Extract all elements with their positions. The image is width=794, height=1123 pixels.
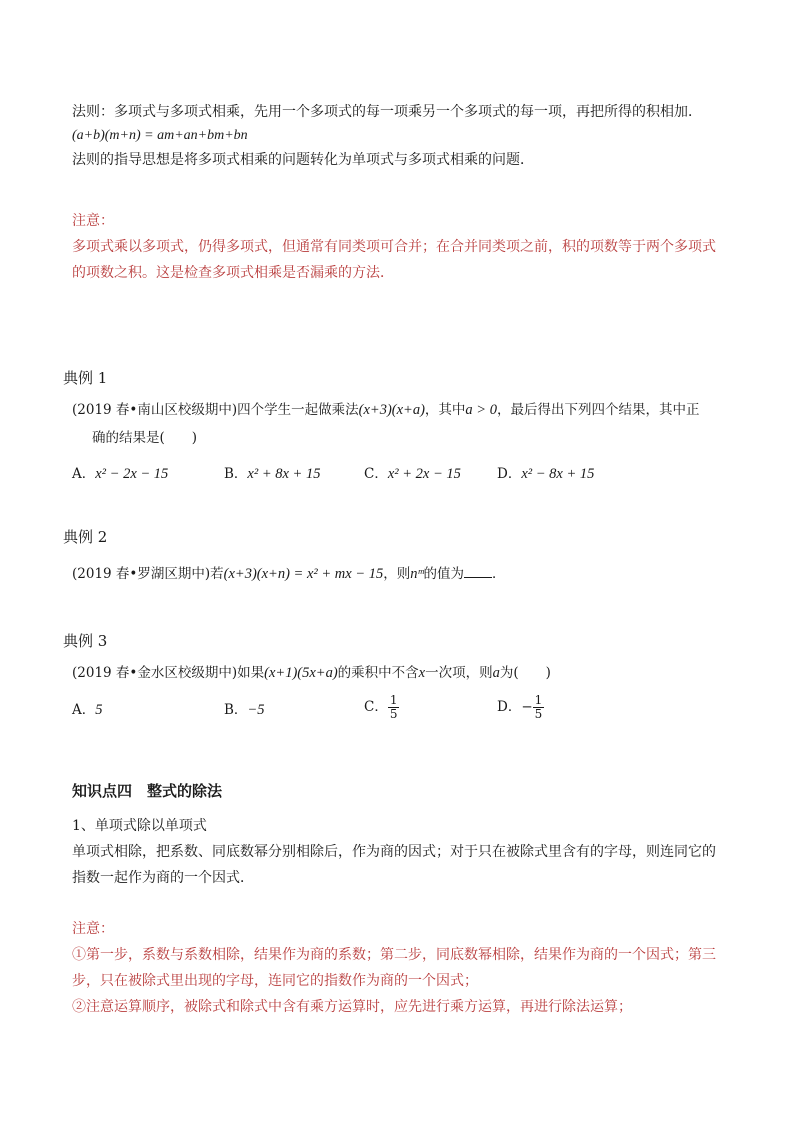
fraction: $\frac{1}{5}$ bbox=[534, 693, 543, 721]
example-2-power: nᵐ bbox=[410, 566, 424, 582]
example-3-title: 典例 3 bbox=[63, 632, 108, 650]
example-1-tail: ，最后得出下列四个结果，其中正 bbox=[496, 402, 700, 418]
example-1-source: (2019 春•南山区校级期中)四个学生一起做乘法 bbox=[72, 402, 359, 418]
example-1-expr: (x+3)(x+a) bbox=[358, 402, 425, 418]
option-d: D．x² − 8x + 15 bbox=[497, 466, 595, 482]
example-1-cond: a > 0 bbox=[465, 402, 497, 418]
fraction: $\frac{1}{5}$ bbox=[389, 693, 398, 721]
example-2-end: ． bbox=[492, 566, 506, 582]
example-2-mid: ，则 bbox=[383, 566, 411, 582]
example-3-options bbox=[72, 694, 712, 730]
example-1-options bbox=[72, 462, 712, 492]
example-1-mid: ，其中 bbox=[424, 402, 466, 418]
example-1-title: 典例 1 bbox=[63, 369, 108, 387]
note-item-2: ②注意运算顺序，被除式和除式中含有乘方运算时，应先进行乘方运算，再进行除法运算； bbox=[72, 999, 632, 1015]
note-text: 多项式乘以多项式，仍得多项式，但通常有同类项可合并；在合并同类项之前，积的项数等于两个多项式的项数之积。这是检查多项式相乘是否漏乘的方法． bbox=[72, 239, 716, 281]
example-2-tail: 的值为 bbox=[423, 566, 465, 582]
section-title: 知识点四 整式的除法 bbox=[72, 782, 223, 800]
rule-guideline: 法则的指导思想是将多项式相乘的问题转化为单项式与多项式相乘的问题． bbox=[72, 152, 534, 168]
option-a: A．x² − 2x − 15 bbox=[72, 466, 169, 482]
option-a: A．5 bbox=[72, 702, 103, 718]
option-b: B．−5 bbox=[224, 702, 265, 718]
example-2-expr: (x+3)(x+n) = x² + mx − 15 bbox=[223, 566, 384, 582]
rule-text: 法则：多项式与多项式相乘，先用一个多项式的每一项乘另一个多项式的每一项，再把所得的积相加． bbox=[72, 104, 702, 120]
example-3-question bbox=[72, 659, 726, 687]
rule-block bbox=[72, 100, 726, 172]
note-block-1 bbox=[72, 208, 726, 286]
example-1-question bbox=[72, 396, 726, 452]
note-block-2 bbox=[72, 916, 726, 1020]
example-3-tail: 为( ) bbox=[499, 665, 551, 681]
example-2-question bbox=[72, 560, 726, 588]
example-3-var2: a bbox=[492, 665, 500, 681]
note-item-1: ①第一步，系数与系数相除，结果作为商的系数；第二步，同底数幂相除，结果作为商的一个因式；第三步，只在被除式里出现的字母，连同它的指数作为商的一个因式； bbox=[72, 947, 716, 989]
note-title: 注意： bbox=[72, 213, 114, 229]
example-3-var: x bbox=[418, 665, 426, 681]
example-3-mid2: 一次项，则 bbox=[425, 665, 493, 681]
option-c: C．x² + 2x − 15 bbox=[364, 466, 461, 482]
note-title: 注意： bbox=[72, 921, 114, 937]
option-b: B．x² + 8x + 15 bbox=[224, 466, 321, 482]
subsection-title: 1、单项式除以单项式 bbox=[72, 818, 207, 834]
option-c: C． $\frac{1}{5}$ bbox=[364, 693, 398, 721]
rule-formula: (a+b)(m+n) = am+an+bm+bn bbox=[72, 128, 248, 143]
answer-blank[interactable] bbox=[464, 563, 492, 578]
example-2-title: 典例 2 bbox=[63, 528, 108, 546]
section-4-text: 单项式相除，把系数、同底数幂分别相除后，作为商的因式；对于只在被除式里含有的字母，则连同它的指数一起作为商的一个因式． bbox=[72, 844, 716, 886]
example-2-source: (2019 春•罗湖区期中)若 bbox=[72, 566, 224, 582]
example-1-line2: 确的结果是( ) bbox=[92, 430, 198, 446]
example-3-mid: 的乘积中不含 bbox=[337, 665, 419, 681]
option-d: D．− $\frac{1}{5}$ bbox=[497, 693, 543, 721]
example-3-expr: (x+1)(5x+a) bbox=[264, 665, 338, 681]
section-4-body bbox=[72, 813, 726, 891]
example-3-source: (2019 春•金水区校级期中)如果 bbox=[72, 665, 265, 681]
